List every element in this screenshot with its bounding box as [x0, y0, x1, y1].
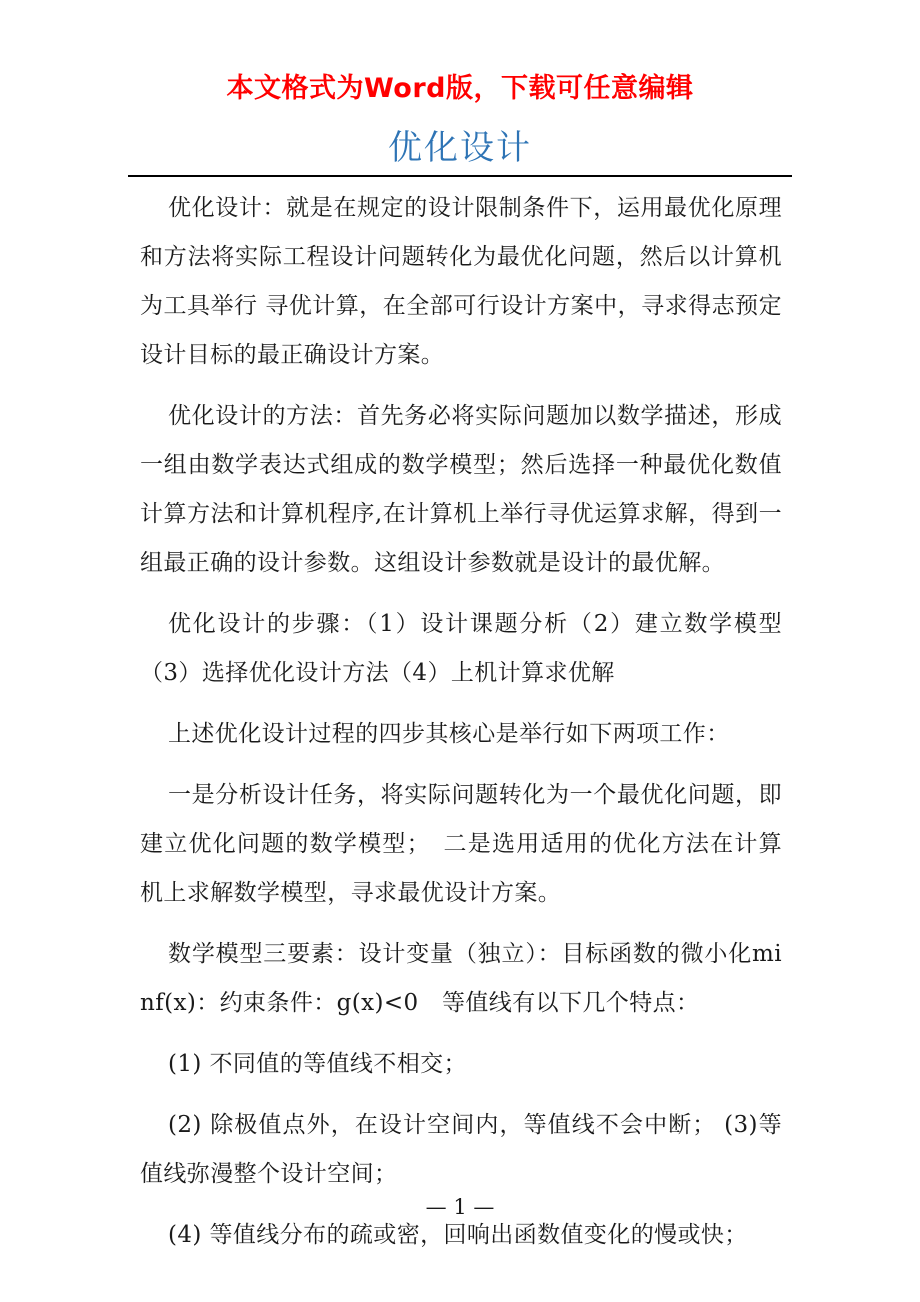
format-notice-banner: 本文格式为Word版，下载可任意编辑 — [226, 73, 694, 104]
title-divider — [128, 175, 792, 177]
page-number: — 1 — — [425, 1195, 495, 1219]
list-item-contour-2-3: (2) 除极值点外，在设计空间内，等值线不会中断； (3)等值线弥漫整个设计空间； — [140, 1112, 782, 1187]
page-title: 优化设计 — [388, 128, 532, 168]
paragraph-core-work: 上述优化设计过程的四步其核心是举行如下两项工作： — [168, 721, 730, 747]
paragraph-definition: 优化设计：就是在规定的设计限制条件下，运用最优化原理和方法将实际工程设计问题转化为最优化问题，然后以计算机为工具举行 寻优计算，在全部可行设计方案中，寻求得志预定设计目标的最正确设计方案。 — [140, 195, 782, 368]
document-body — [140, 184, 782, 1272]
paragraph-method: 优化设计的方法：首先务必将实际问题加以数学描述，形成一组由数学表达式组成的数学模型；然后选择一种最优化数值计算方法和计算机程序,在计算机上举行寻优运算求解，得到一组最正确的设计参数。这组设计参数就是设计的最优解。 — [140, 403, 782, 576]
list-item-contour-4: (4) 等值线分布的疏或密，回响出函数值变化的慢或快； — [168, 1222, 748, 1248]
paragraph-model-elements: 数学模型三要素：设计变量（独立）：目标函数的微小化minf(x)：约束条件：g(x)<0 等值线有以下几个特点： — [140, 941, 782, 1016]
list-item-contour-1: (1) 不同值的等值线不相交； — [168, 1051, 467, 1077]
paragraph-steps: 优化设计的步骤：（1）设计课题分析（2）建立数学模型（3）选择优化设计方法（4）上机计算求优解 — [140, 611, 782, 686]
paragraph-two-tasks: 一是分析设计任务，将实际问题转化为一个最优化问题，即建立优化问题的数学模型； 二是选用适用的优化方法在计算机上求解数学模型，寻求最优设计方案。 — [140, 782, 782, 906]
